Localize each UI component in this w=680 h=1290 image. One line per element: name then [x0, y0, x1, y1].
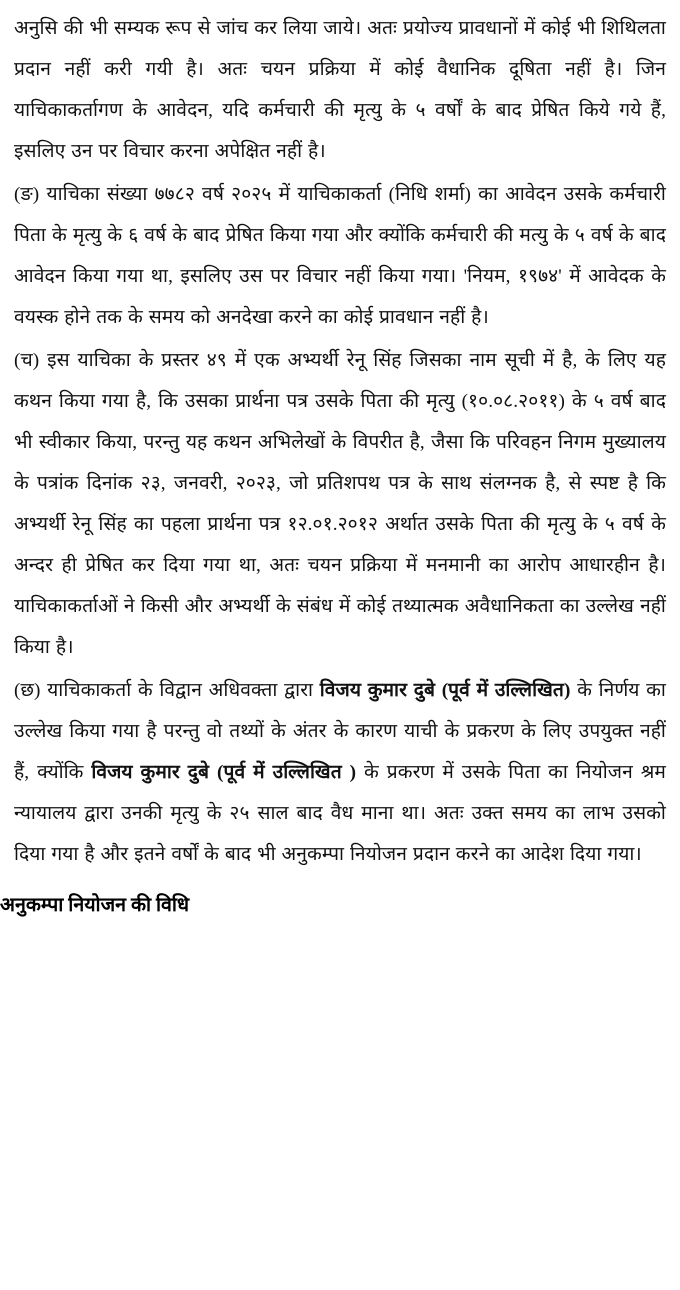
- paragraph-3: [14, 340, 666, 668]
- paragraph-1: [14, 8, 666, 172]
- section-heading: अनुकम्पा नियोजन की विधि: [0, 895, 190, 916]
- paragraph-1-text: अनुसि की भी सम्यक रूप से जांच कर लिया जाये। अतः प्रयोज्य प्रावधानों में कोई भी शिथिलता प्रदान नहीं करी गयी है। अतः चयन प्रक्रिया में कोई वैधानिक दूषिता नहीं है। जिन याचिकाकर्तागण के आवेदन, यदि कर्मचारी की मृत्यु के ५ वर्षों के बाद प्रेषित किये गये हैं, इसलिए उन पर विचार करना अपेक्षित नहीं है।: [14, 18, 666, 162]
- case-citation-vijay-kumar-dubey-2: विजय कुमार दुबे (पूर्व में उल्लिखित ): [91, 762, 357, 783]
- document-body: [0, 8, 667, 923]
- paragraph-2: [14, 174, 666, 338]
- paragraph-4-text-part-3: के प्रकरण में उसके पिता का नियोजन श्रम न्यायालय द्वारा उनकी मृत्यु के २५ साल बाद वैध माना था। अतः उक्त समय का लाभ उसको दिया गया है और इतने वर्षों के बाद भी अनुकम्पा नियोजन प्रदान करने का आदेश दिया गया।: [14, 762, 667, 865]
- section-heading-wrapper: [0, 889, 666, 923]
- paragraph-4-text-part-1: (छ) याचिकाकर्ता के विद्वान अधिवक्ता द्वारा: [14, 680, 320, 701]
- paragraph-3-text: (च) इस याचिका के प्रस्तर ४९ में एक अभ्यर्थी रेनू सिंह जिसका नाम सूची में है, के लिए यह कथन किया गया है, कि उसका प्रार्थना पत्र उसके पिता की मृत्यु (१०.०८.२०११) के ५ वर्ष बाद भी स्वीकार किया, परन्तु यह कथन अभिलेखों के विपरीत है, जैसा कि परिवहन निगम मुख्यालय के पत्रांक दिनांक २३, जनवरी, २०२३, जो प्रतिशपथ पत्र के साथ संलग्नक है, से स्पष्ट है कि अभ्यर्थी रेनू सिंह का पहला प्रार्थना पत्र १२.०१.२०१२ अर्थात उसके पिता की मृत्यु के ५ वर्ष के अन्दर ही प्रेषित कर दिया गया था, अतः चयन प्रक्रिया में मनमानी का आरोप आधारहीन है। याचिकाकर्ताओं ने किसी और अभ्यर्थी के संबंध में कोई तथ्यात्मक अवैधानिकता का उल्लेख नहीं किया है।: [14, 350, 666, 658]
- paragraph-4: [14, 670, 666, 875]
- case-citation-vijay-kumar-dubey-1: विजय कुमार दुबे (पूर्व में उल्लिखित): [319, 680, 571, 701]
- paragraph-2-text: (ङ) याचिका संख्या ७७८२ वर्ष २०२५ में याचिकाकर्ता (निधि शर्मा) का आवेदन उसके कर्मचारी पिता के मृत्यु के ६ वर्ष के बाद प्रेषित किया गया और क्योंकि कर्मचारी की मत्यु के ५ वर्ष के बाद आवेदन किया गया था, इसलिए उस पर विचार नहीं किया गया। 'नियम, १९७४' में आवेदक के वयस्क होने तक के समय को अनदेखा करने का कोई प्रावधान नहीं है।: [14, 184, 666, 328]
- paragraph-4-text-part-2: के निर्णय का उल्लेख किया गया है परन्तु वो तथ्यों के अंतर के कारण याची के प्रकरण के लिए उपयुक्त नहीं हैं, क्योंकि: [14, 680, 666, 783]
